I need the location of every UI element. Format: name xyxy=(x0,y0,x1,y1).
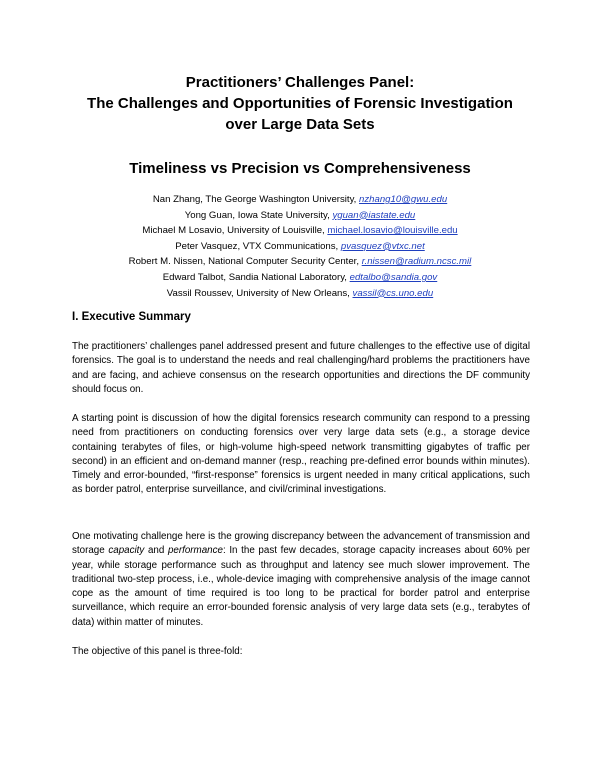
author-line: Nan Zhang, The George Washington University, nzhang10@gwu.edu xyxy=(152,194,448,205)
author-line: Edward Talbot, Sandia National Laboratory, edtalbo@sandia.gov xyxy=(162,271,438,283)
section-heading: I. Executive Summary xyxy=(72,311,191,323)
author-email-link[interactable]: nzhang10@gwu.edu xyxy=(359,194,448,205)
author-email-link[interactable]: michael.losavio@louisville.edu xyxy=(327,225,458,237)
paragraph-1: The practitioners’ challenges panel addressed present and future challenges to the effective use of digital forensics. The goal is to understand the needs and real challenging/hard problems the practitioners have and are facing, and achieve consensus on the research opportunities and directions the DF community should focus on. xyxy=(72,341,530,395)
author-line: Peter Vasquez, VTX Communications, pvasquez@vtxc.net xyxy=(175,240,425,252)
author-line: Yong Guan, Iowa State University, yguan@iastate.edu xyxy=(184,209,416,221)
title-line-2: The Challenges and Opportunities of Forensic Investigation xyxy=(87,95,513,112)
subtitle: Timeliness vs Precision vs Comprehensiveness xyxy=(129,160,471,177)
title-line-3: over Large Data Sets xyxy=(225,116,375,133)
paragraph-4: The objective of this panel is three-fold: xyxy=(72,646,243,657)
author-list xyxy=(40,192,560,301)
author-email-link[interactable]: r.nissen@radium.ncsc.mil xyxy=(361,256,472,268)
author-email-link[interactable]: pvasquez@vtxc.net xyxy=(340,240,425,252)
author-line: Robert M. Nissen, National Computer Security Center, r.nissen@radium.ncsc.mil xyxy=(128,256,472,268)
paragraph-2: A starting point is discussion of how the digital forensics research community can respond to a pressing need from practitioners on conducting forensics over very large data sets (e.g., a storage device containing terabytes of files, or high-volume high-speed network transmitting gigabytes of traffic per second) in an efficient and on-demand manner (resp., reaching pre-defined error bounds within minutes). Timely and error-bounded, “first-response” forensics is urgent needed in many critical applications, such as border patrol, enterprise surveillance, and civil/criminal investigations. xyxy=(72,413,530,496)
author-email-link[interactable]: yguan@iastate.edu xyxy=(332,209,416,221)
title-line-1: Practitioners’ Challenges Panel: xyxy=(185,74,415,91)
author-line: Vassil Roussev, University of New Orleans, vassil@cs.uno.edu xyxy=(166,287,434,299)
author-email-link[interactable]: edtalbo@sandia.gov xyxy=(349,271,438,283)
paragraph-3: One motivating challenge here is the growing discrepancy between the advancement of transmission and storage capacity and performance: In the past few decades, storage capacity increases about 60% per year, while storage performance such as throughput and latency see much slower improvement. The traditional two-step process, i.e., whole-device imaging with comprehensive analysis of the image cannot cope as the amount of time required is too long to be practical for border patrol and enterprise surveillance, which require an error-bounded forensic analysis of very large data sets (e.g., terabytes of data) within matter of minutes. xyxy=(72,531,530,628)
author-email-link[interactable]: vassil@cs.uno.edu xyxy=(352,287,434,299)
author-line: Michael M Losavio, University of Louisville, michael.losavio@louisville.edu xyxy=(142,225,458,237)
